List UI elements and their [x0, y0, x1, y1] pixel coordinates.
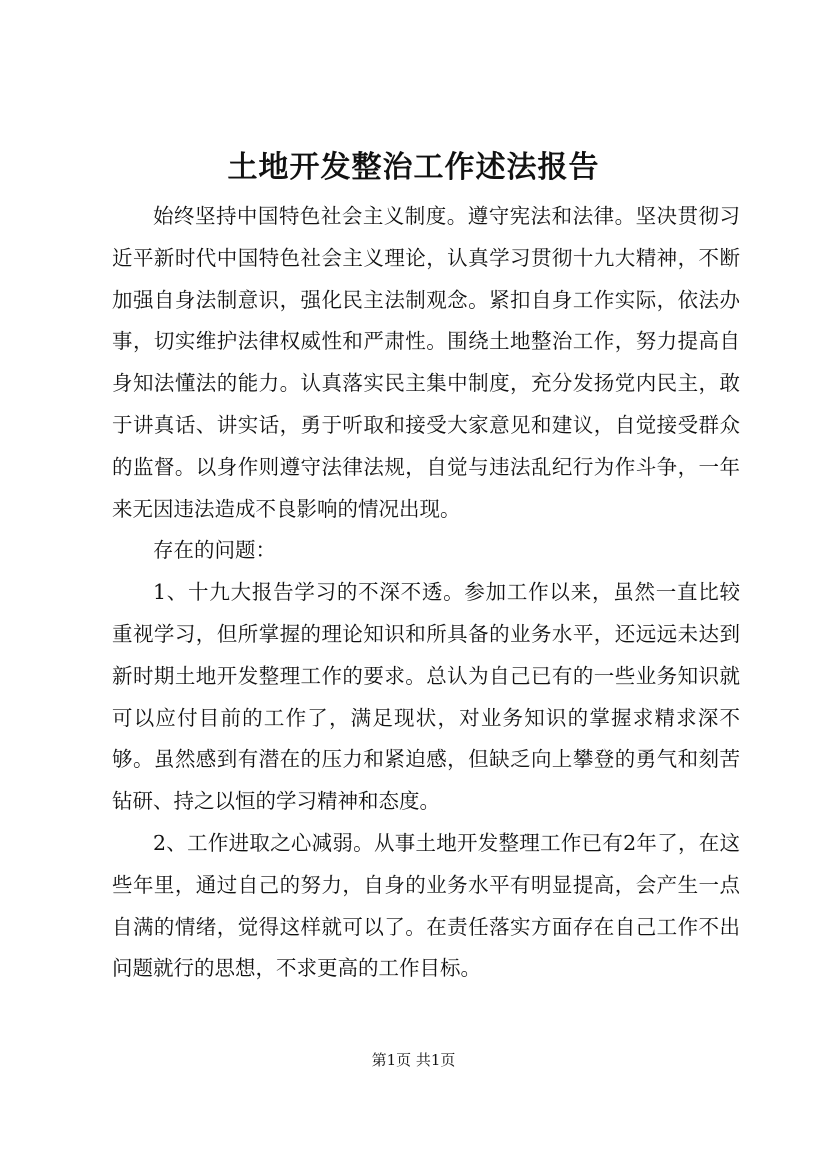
document-title: 土地开发整治工作述法报告 — [227, 150, 600, 185]
paragraph-issue-2: 2、工作进取之心减弱。从事土地开发整理工作已有2年了，在这些年里，通过自己的努力，自身的业务水平有明显提高，会产生一点自满的情绪，觉得这样就可以了。在责任落实方面存在自己工作不出问题就行的思想，不求更高的工作目标。 — [112, 830, 740, 981]
paragraph-intro: 始终坚持中国特色社会主义制度。遵守宪法和法律。坚决贯彻习近平新时代中国特色社会主义理论，认真学习贯彻十九大精神，不断加强自身法制意识，强化民主法制观念。紧扣自身工作实际，依法办事，切实维护法律权威性和严肃性。围绕土地整治工作，努力提高自身知法懂法的能力。认真落实民主集中制度，充分发扬党内民主，敢于讲真话、讲实话，勇于听取和接受大家意见和建议，自觉接受群众的监督。以身作则遵守法律法规，自觉与违法乱纪行为作斗争，一年来无因违法造成不良影响的情况出现。 — [112, 204, 740, 521]
page-footer: 第1页 共1页 — [371, 1051, 456, 1069]
paragraph-issue-1: 1、十九大报告学习的不深不透。参加工作以来，虽然一直比较重视学习，但所掌握的理论知识和所具备的业务水平，还远远未达到新时期土地开发整理工作的要求。总认为自己已有的一些业务知识就可以应付目前的工作了，满足现状，对业务知识的掌握求精求深不够。虽然感到有潜在的压力和紧迫感，但缺乏向上攀登的勇气和刻苦钻研、持之以恒的学习精神和态度。 — [112, 580, 740, 814]
paragraph-issues-heading: 存在的问题： — [153, 538, 276, 563]
document-body — [112, 196, 740, 990]
